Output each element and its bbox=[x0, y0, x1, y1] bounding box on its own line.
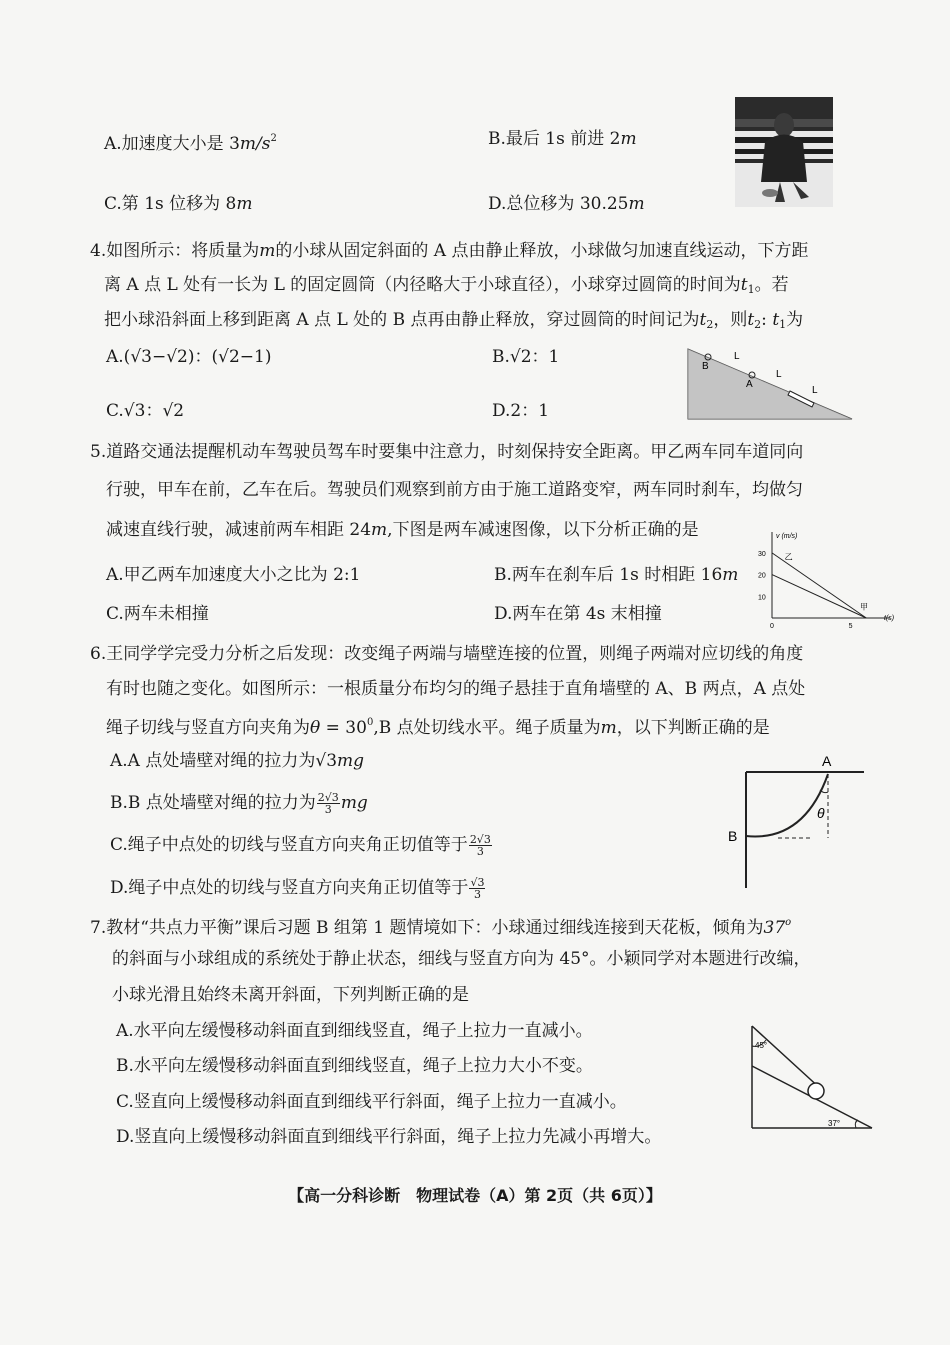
q7-stem-line2: 的斜面与小球组成的系统处于静止状态，细线与竖直方向为 45°。小颖同学对本题进行改编， bbox=[112, 949, 811, 969]
q5-option-d: D.两车在第 4s 末相撞 bbox=[494, 604, 662, 624]
q3-option-b: B.最后 1s 前进 2m bbox=[488, 129, 637, 149]
q5-stem-line3: 减速直线行驶，减速前两车相距 24m,下图是两车减速图像，以下分析正确的是 bbox=[106, 520, 699, 540]
q3-option-a: A.加速度大小是 $3m/s^2$ bbox=[104, 133, 277, 154]
label-theta: θ bbox=[817, 805, 825, 821]
q6-option-b: B.B 点处墙壁对绳的拉力为 $\frac{2√3}{3}$ mg bbox=[110, 791, 368, 816]
q5-stem-line2: 行驶，甲车在前，乙车在后。驾驶员们观察到前方由于施工道路变窄，两车同时刹车，均做匀 bbox=[106, 480, 803, 500]
q3-option-d: D.总位移为 30.25m bbox=[488, 194, 645, 214]
q4-stem-line1: 4.如图所示：将质量为m的小球从固定斜面的 A 点由静止释放，小球做匀加速直线运动，下方距 bbox=[90, 241, 809, 261]
chart-marks bbox=[772, 552, 868, 618]
series-label-jia: 甲 bbox=[860, 602, 868, 612]
q7-option-c: C.竖直向上缓慢移动斜面直到细线平行斜面，绳子上拉力一直减小。 bbox=[116, 1092, 627, 1112]
velocity-time-chart bbox=[752, 530, 898, 630]
label-L1: L bbox=[734, 351, 740, 362]
q4-stem-line3: 把小球沿斜面上移到距离 A 点 L 处的 B 点再由静止释放，穿过圆筒的时间记为$t_2$，则$t_2$: $t_1$为 bbox=[104, 310, 804, 331]
q7-option-a: A.水平向左缓慢移动斜面直到细线竖直，绳子上拉力一直减小。 bbox=[116, 1021, 593, 1041]
q4-option-a: A.(√3−√2)：(√2−1) bbox=[106, 347, 272, 367]
label-A: A bbox=[822, 753, 832, 769]
label-B: B bbox=[728, 828, 738, 844]
q7-stem-line1: 7.教材“共点力平衡”课后习题 B 组第 1 题情境如下：小球通过细线连接到天花板，倾角为37$^o$ bbox=[90, 917, 792, 938]
series-line-yi bbox=[772, 553, 866, 618]
label-45deg: 45° bbox=[755, 1041, 768, 1050]
q6-option-d: D.绳子中点处的切线与竖直方向夹角正切值等于 $\frac{√3}{3}$ bbox=[110, 876, 485, 901]
label-L2: L bbox=[776, 369, 782, 380]
x-tick-label: 5 bbox=[848, 623, 853, 630]
label-B: B bbox=[702, 361, 709, 372]
label-L3: L bbox=[812, 385, 818, 396]
incline-cylinder-diagram bbox=[686, 345, 856, 423]
q5-option-a: A.甲乙两车加速度大小之比为 2:1 bbox=[106, 565, 361, 585]
ball-on-incline-diagram bbox=[750, 1022, 876, 1132]
q6-option-c: C.绳子中点处的切线与竖直方向夹角正切值等于 $\frac{2√3}{3}$ bbox=[110, 833, 491, 858]
q5-option-c: C.两车未相撞 bbox=[106, 604, 209, 624]
q6-stem-line2: 有时也随之变化。如图所示：一根质量分布均匀的绳子悬挂于直角墙壁的 A、B 两点，A 点处 bbox=[106, 679, 806, 699]
q6-option-a: A.A 点处墙壁对绳的拉力为√3mg bbox=[110, 751, 365, 771]
rope-wall-diagram bbox=[724, 750, 868, 890]
q4-option-c: C.√3：√2 bbox=[106, 401, 185, 421]
q4-option-d: D.2：1 bbox=[492, 401, 550, 421]
series-line-jia bbox=[772, 575, 866, 618]
page-footer: 【高一分科诊断 物理试卷（A）第 2页（共 6页）】 bbox=[288, 1186, 662, 1205]
q4-stem-line2: 离 A 点 L 处有一长为 L 的固定圆筒（内径略大于小球直径），小球穿过圆筒的时间为$t_1$。若 bbox=[104, 275, 789, 296]
q7-option-b: B.水平向左缓慢移动斜面直到细线竖直，绳子上拉力大小不变。 bbox=[116, 1056, 593, 1076]
curling-photo bbox=[735, 97, 833, 207]
q5-option-b: B.两车在刹车后 1s 时相距 16m bbox=[494, 565, 739, 585]
y-axis-label: v (m/s) bbox=[776, 533, 798, 540]
q5-stem-line1: 5.道路交通法提醒机动车驾驶员驾车时要集中注意力，时刻保持安全距离。甲乙两车同车道同向 bbox=[90, 442, 804, 462]
q7-stem-line3: 小球光滑且始终未离开斜面，下列判断正确的是 bbox=[112, 985, 469, 1005]
q6-stem-line3: 绳子切线与竖直方向夹角为$\theta = 30^0,B$ 点处切线水平。绳子质量为m，以下判断正确的是 bbox=[106, 717, 770, 738]
x-axis-label: t(s) bbox=[884, 615, 895, 622]
series-label-yi: 乙 bbox=[784, 552, 793, 562]
y-tick-label: 10 bbox=[758, 594, 766, 602]
x-tick-label: 0 bbox=[770, 623, 774, 630]
q3-option-c: C.第 1s 位移为 8m bbox=[104, 194, 253, 214]
q7-option-d: D.竖直向上缓慢移动斜面直到细线平行斜面，绳子上拉力先减小再增大。 bbox=[116, 1127, 662, 1147]
y-tick-label: 20 bbox=[758, 572, 766, 580]
label-37deg: 37° bbox=[828, 1119, 841, 1128]
y-tick-label: 30 bbox=[758, 550, 766, 558]
q4-option-b: B.√2：1 bbox=[492, 347, 560, 367]
label-A: A bbox=[746, 379, 753, 390]
q6-stem-line1: 6.王同学学完受力分析之后发现：改变绳子两端与墙壁连接的位置，则绳子两端对应切线的角度 bbox=[90, 644, 804, 664]
chart-axes bbox=[758, 532, 894, 630]
